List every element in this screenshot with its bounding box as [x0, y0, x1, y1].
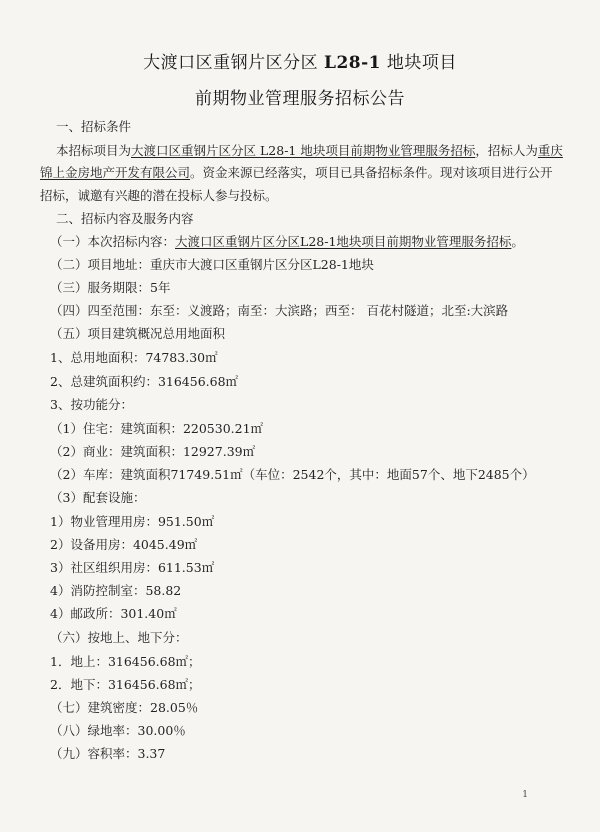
function-garage: （2）车库：建筑面积71749.51㎡（车位：2542个，其中：地面57个、地下2485个） — [50, 467, 535, 482]
section2-item4: （四）四至范围：东至：义渡路；南至：大滨路；西至： 百花村隧道；北至:大滨路 — [50, 303, 509, 318]
facility-equipment-room: 2）设备用房：4045.49㎡ — [50, 537, 198, 552]
section2-item9: （九）容积率：3.37 — [50, 746, 166, 761]
section2-item6: （六）按地上、地下分： — [50, 630, 188, 645]
function-facilities: （3）配套设施： — [50, 490, 146, 505]
tenderer-underlined: 重庆 — [537, 143, 563, 158]
facility-management-room: 1）物业管理用房：951.50㎡ — [50, 514, 215, 529]
above-ground-area: 1．地上：316456.68㎡； — [50, 654, 201, 669]
tender-content-underlined: 大渡口区重钢片区分区L28-1地块项目前期物业管理服务招标 — [175, 234, 512, 249]
area-total-building: 2、总建筑面积约：316456.68㎡ — [50, 374, 239, 389]
title-part-b: L28-1 — [324, 53, 381, 73]
facility-fire-control: 4）消防控制室：58.82 — [50, 583, 182, 598]
area-by-function: 3、按功能分： — [50, 397, 133, 412]
facility-post-office: 4）邮政所：301.40㎡ — [50, 606, 177, 621]
section2-item7: （七）建筑密度：28.05％ — [50, 700, 199, 715]
below-ground-area: 2．地下：316456.68㎡； — [50, 677, 201, 692]
section2-heading: 二、招标内容及服务内容 — [56, 211, 194, 226]
facility-community-room: 3）社区组织用房：611.53㎡ — [50, 560, 215, 575]
title-part-a: 大渡口区重钢片区分区 — [143, 53, 319, 73]
title-part-c: 地块项目 — [386, 53, 457, 73]
tenderer-underlined: 锦上金房地产开发有限公司 — [40, 165, 191, 180]
section1-para-line1 — [56, 143, 563, 159]
text-segment: ，招标人为 — [475, 143, 538, 158]
function-commercial: （2）商业：建筑面积：12927.39㎡ — [50, 444, 256, 459]
section2-item5: （五）项目建筑概况总用地面积 — [50, 326, 226, 341]
project-name-underlined: 大渡口区重钢片区分区 L28-1 地块项目前期物业管理服务招标 — [131, 143, 476, 158]
section2-item8: （八）绿地率：30.00％ — [50, 723, 186, 738]
area-total-land: 1、总用地面积：74783.30㎡ — [50, 350, 218, 365]
section1-para-line2 — [40, 165, 560, 181]
document-title-line2: 前期物业管理服务招标公告 — [195, 89, 405, 109]
section2-item1 — [50, 234, 560, 250]
document-title-line1 — [0, 48, 600, 73]
text-segment: 。 — [511, 234, 524, 249]
text-segment: 。资金来源已经落实，项目已具备招标条件。现对该项目进行公开 — [190, 165, 553, 180]
section1-para-line3: 招标，诚邀有兴趣的潜在投标人参与投标。 — [40, 188, 278, 203]
section1-heading: 一、招标条件 — [56, 119, 132, 134]
page-number: 1 — [522, 790, 528, 800]
section2-item2: （二）项目地址：重庆市大渡口区重钢片区分区L28-1地块 — [50, 257, 374, 272]
text-segment: （一）本次招标内容： — [50, 234, 176, 249]
text-segment: 本招标项目为 — [56, 143, 132, 158]
section2-item3: （三）服务期限：5年 — [50, 280, 171, 295]
function-residential: （1）住宅：建筑面积：220530.21㎡ — [50, 421, 264, 436]
